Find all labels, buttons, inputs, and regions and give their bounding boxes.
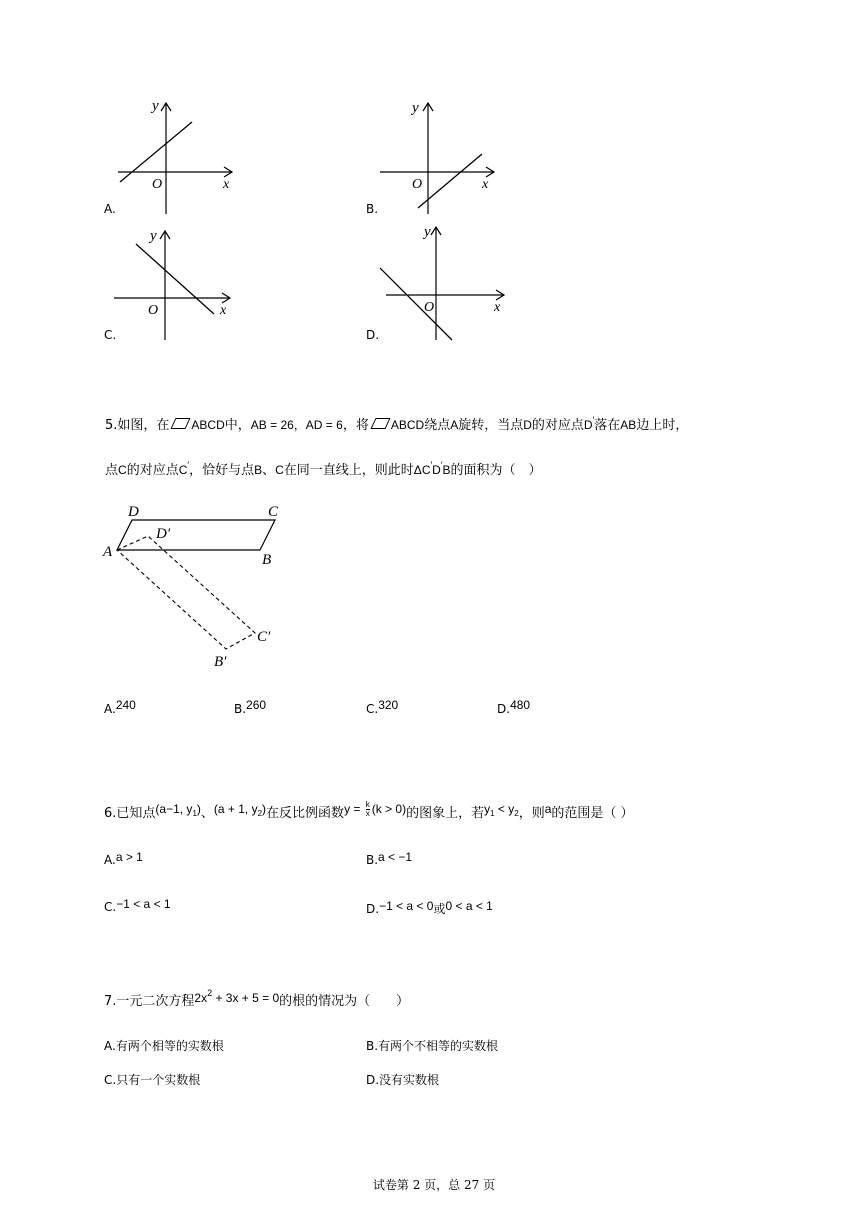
x-axis-label: x [223,177,230,192]
x-axis-label: x [482,177,489,192]
x-axis-label: x [220,303,227,318]
graph-a [110,96,240,216]
option-letter-d: D. [366,328,380,342]
q5-stem-line1: 5.如图，在 ABCD中，AB = 26，AD = 6，将 ABCD绕点A旋转，当点D的对应点D′落在AB边上时， [105,415,689,433]
q6-stem: 6.已知点(a−1, $y_1$)、(a + 1, $y_2$)在反比例函数y = $\frac{k}{x}$ (k > 0)的图象上，若$y_1 < y_2$，则a的范围是（ ） [104,800,634,821]
x-axis-label: x [494,300,501,315]
point-b-label: B [262,552,272,568]
point-bprime-label: B′ [214,654,227,670]
graph-b [372,96,502,216]
q5-stem-line2: 点C的对应点C′，恰好与点B、C在同一直线上，则此时ΔC′D′B的面积为（ ） [105,460,542,478]
parallelogram-symbol [171,418,191,429]
q7-option-a[interactable]: A.有两个相等的实数根 [104,1039,224,1053]
q5-option-d[interactable]: D.480 [497,698,531,716]
q5-option-b[interactable]: B.260 [234,698,267,716]
parallelogram-symbol [370,418,390,429]
q6-option-c[interactable]: C.−1 < a < 1 [104,897,171,914]
q7-option-c[interactable]: C.只有一个实数根 [104,1073,201,1087]
q6-option-b[interactable]: B.a < −1 [366,850,413,867]
point-a-label: A [103,544,113,560]
y-axis-label: y [412,100,419,116]
q7-stem: 7.一元二次方程$2x^2 + 3x + 5 = 0$的根的情况为（ ） [104,988,410,1009]
y-axis-label: y [152,98,159,114]
q5-option-c[interactable]: C.320 [366,698,399,716]
option-letter-a: A. [104,202,116,216]
origin-label: O [148,303,159,318]
graph-c [110,222,240,342]
graph-d [372,222,512,342]
q5-option-a[interactable]: A.240 [104,698,136,716]
y-axis-label: y [424,224,431,240]
parallelogram-abcd [117,520,275,550]
q7-option-d[interactable]: D.没有实数根 [366,1073,440,1087]
q6-option-a[interactable]: A.a > 1 [104,850,143,867]
rotated-parallelogram [117,536,255,649]
point-c-label: C [268,504,279,520]
q7-option-b[interactable]: B.有两个不相等的实数根 [366,1039,499,1053]
y-axis-label: y [150,228,157,244]
origin-label: O [424,300,435,315]
line-positive-slope [120,122,192,182]
q5-parallelogram-figure [100,498,290,673]
option-letter-b: B. [366,202,379,216]
origin-label: O [152,177,163,192]
point-cprime-label: C′ [257,629,271,645]
origin-label: O [412,177,423,192]
point-d-label: D [128,504,139,520]
q6-option-d[interactable]: D.−1 < a < 0或0 < a < 1 [366,899,493,916]
option-letter-c: C. [104,328,117,342]
line-negative-slope [380,268,452,340]
page-footer: 试卷第 2 页，总 27 页 [372,1178,496,1192]
point-dprime-label: D′ [156,526,171,542]
fraction-k-over-x: $\frac{k}{x}$ [365,800,370,819]
